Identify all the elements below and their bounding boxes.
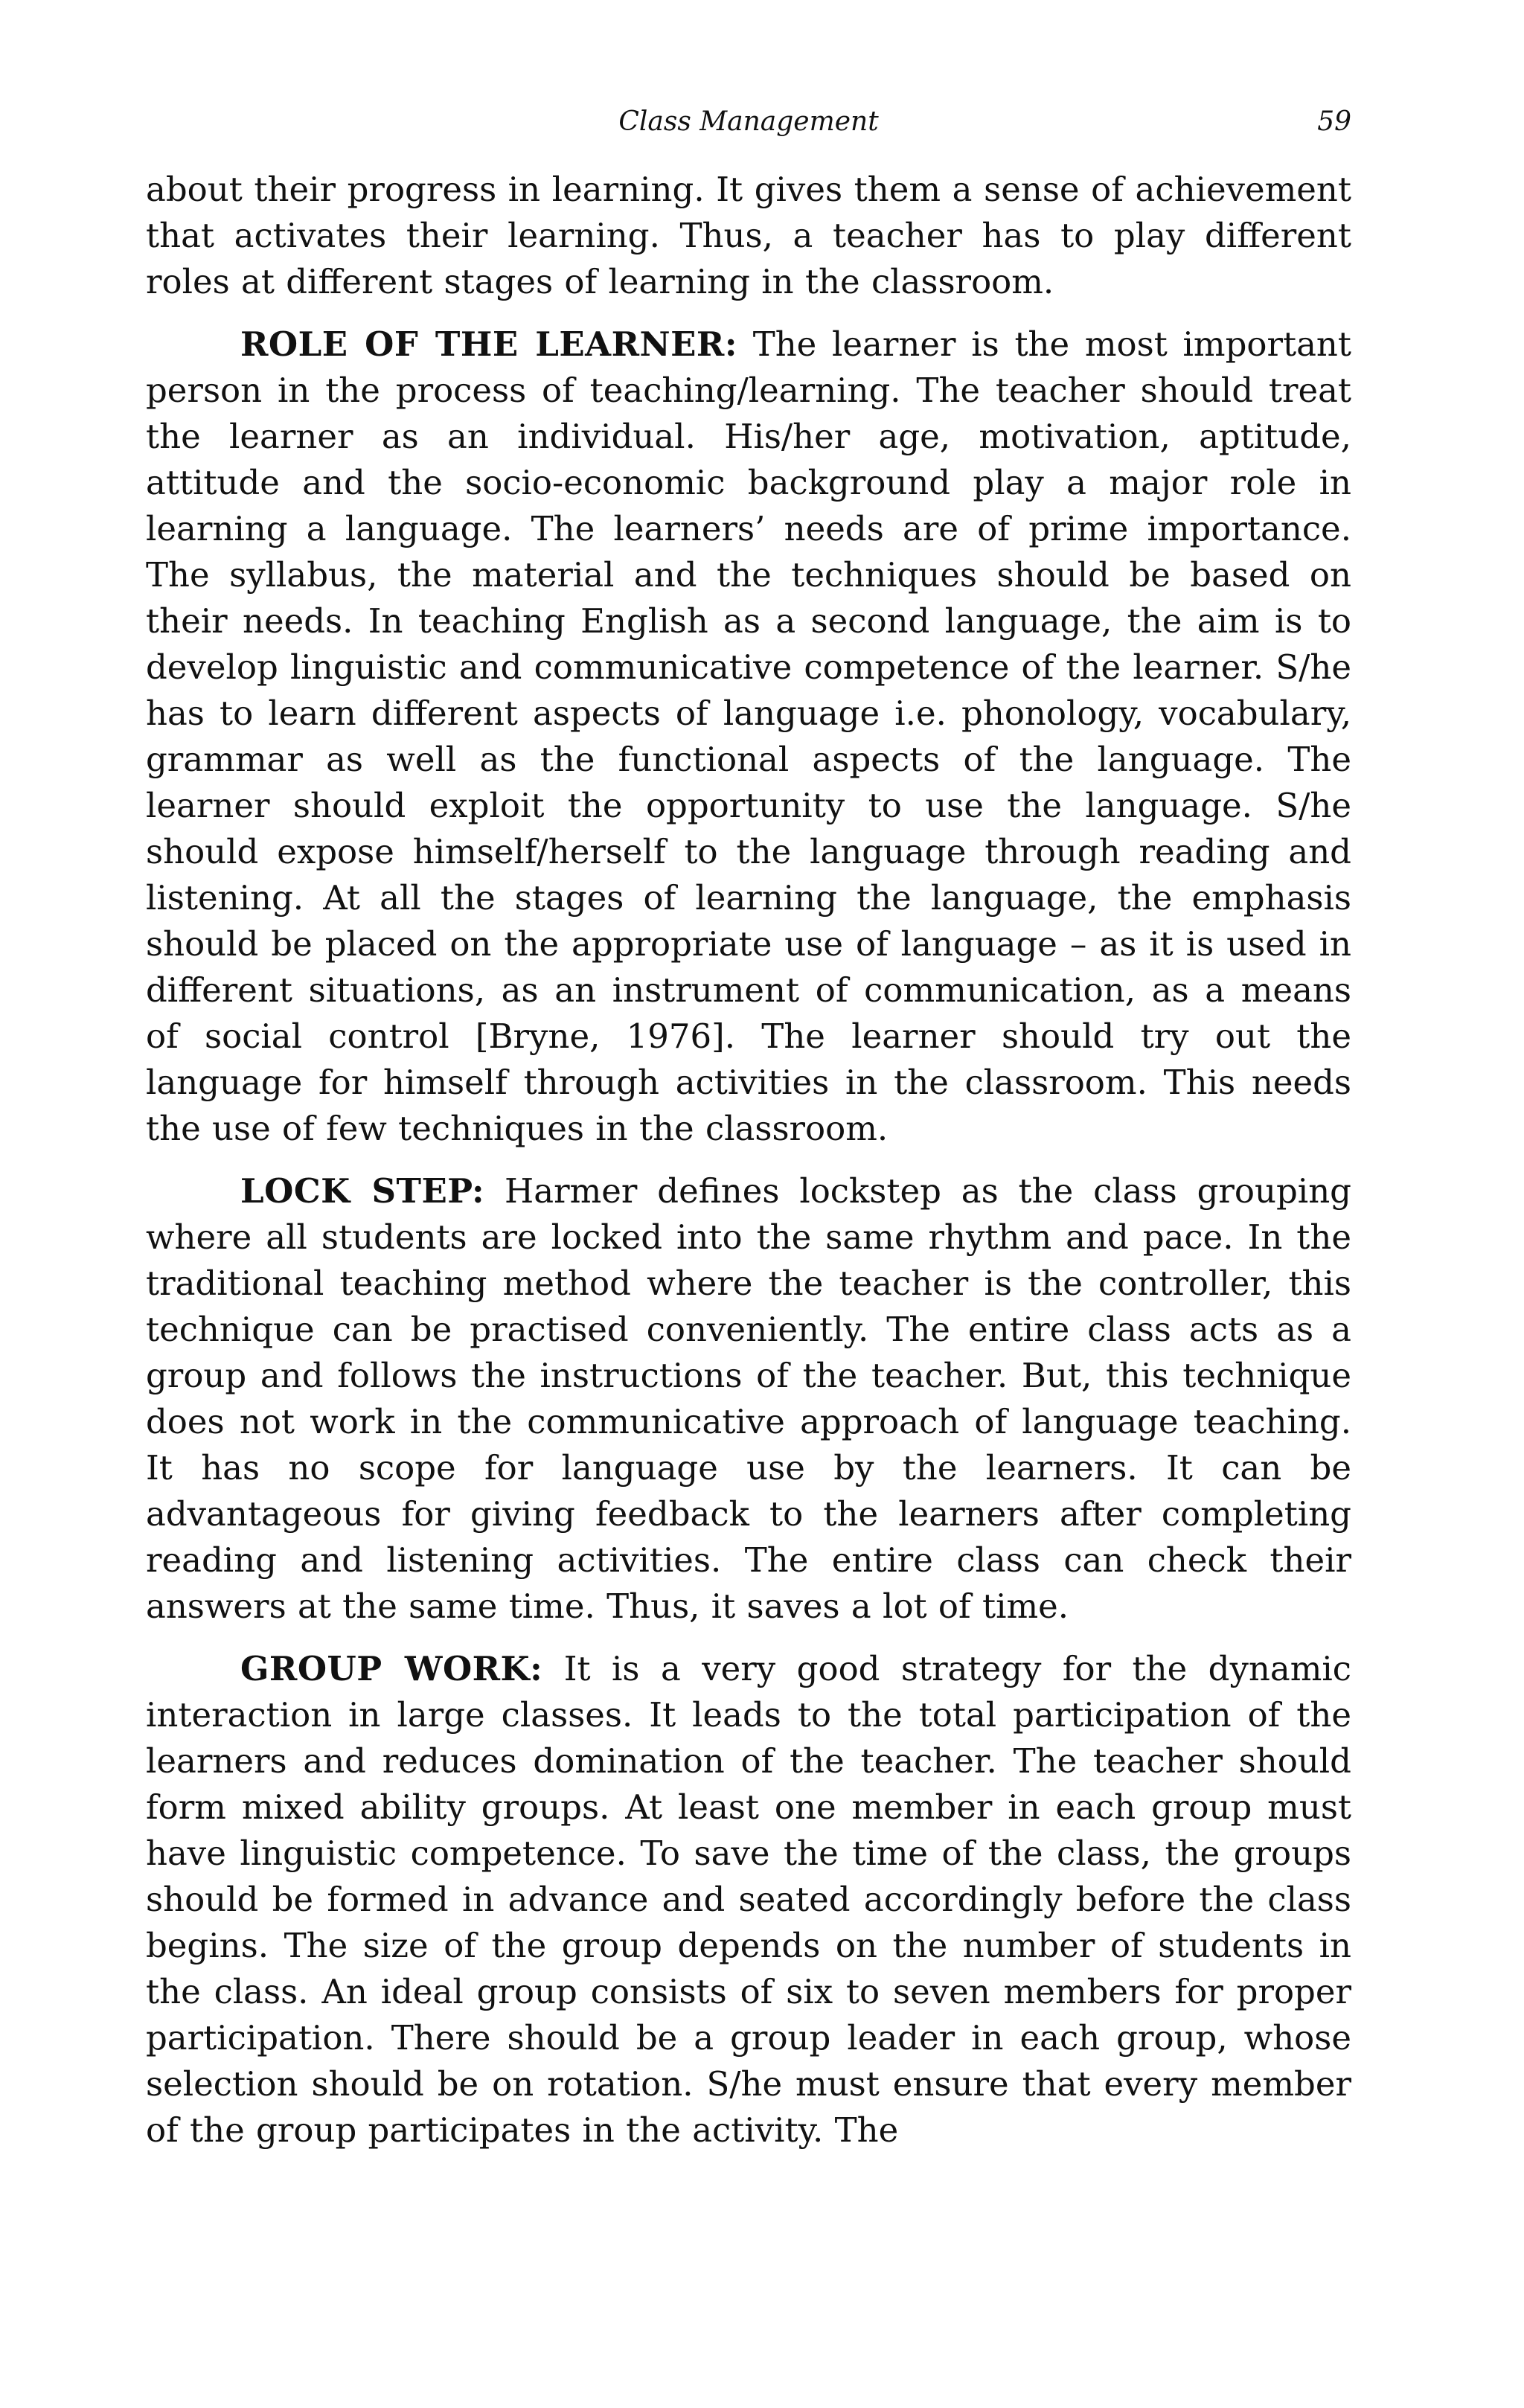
paragraph-text: about their progress in learning. It gives them a sense of achievement that activates their learning. Thus, a teacher has to play different roles at different stages of learning in the classroom. (146, 170, 1351, 301)
section-heading-lock-step: LOCK STEP: (240, 1171, 485, 1211)
paragraph-text: Harmer defines lockstep as the class grouping where all students are locked into the same rhythm and pace. In the traditional teaching method where the teacher is the controller, this technique can be practised conveniently. The entire class acts as a group and follows the instructions of the teacher. But, this technique does not work in the communicative approach of language teaching. It has no scope for language use by the learners. It can be advantageous for giving feedback to the learners after completing reading and listening activities. The entire class can check their answers at the same time. Thus, it saves a lot of time. (146, 1171, 1351, 1626)
section-heading-group-work: GROUP WORK: (240, 1649, 543, 1688)
paragraph-continuation (146, 167, 1351, 305)
book-page (146, 104, 1351, 2170)
page-number: 59 (1317, 106, 1351, 137)
running-header (146, 104, 1351, 149)
paragraph-group-work (146, 1646, 1351, 2154)
paragraph-lock-step (146, 1168, 1351, 1630)
section-heading-role-of-learner: ROLE OF THE LEARNER: (240, 324, 737, 364)
paragraph-role-of-learner (146, 321, 1351, 1152)
running-title: Class Management (618, 106, 879, 137)
paragraph-text: The learner is the most important person in the process of teaching/learning. The teacher should treat the learner as an individual. His/her age, motivation, aptitude, attitude and the socio-economic background play a major role in learning a language. The learners’ needs are of prime importance. The syllabus, the material and the techniques should be based on their needs. In teaching English as a second language, the aim is to develop linguistic and communicative competence of the learner. S/he has to learn different aspects of language i.e. phonology, vocabulary, grammar as well as the functional aspects of the language. The learner should exploit the opportunity to use the language. S/he should expose himself/herself to the language through reading and listening. At all the stages of learning the language, the emphasis should be placed on the appropriate use of language – as it is used in different situations, as an instrument of communication, as a means of social control [Bryne, 1976]. The learner should try out the language for himself through activities in the classroom. This needs the use of few techniques in the classroom. (146, 324, 1351, 1148)
paragraph-text: It is a very good strategy for the dynamic interaction in large classes. It leads to the total participation of the learners and reduces domination of the teacher. The teacher should form mixed ability groups. At least one member in each group must have linguistic competence. To save the time of the class, the groups should be formed in advance and seated accordingly before the class begins. The size of the group depends on the number of students in the class. An ideal group consists of six to seven members for proper participation. There should be a group leader in each group, whose selection should be on rotation. S/he must ensure that every member of the group participates in the activity. The (146, 1649, 1351, 2150)
